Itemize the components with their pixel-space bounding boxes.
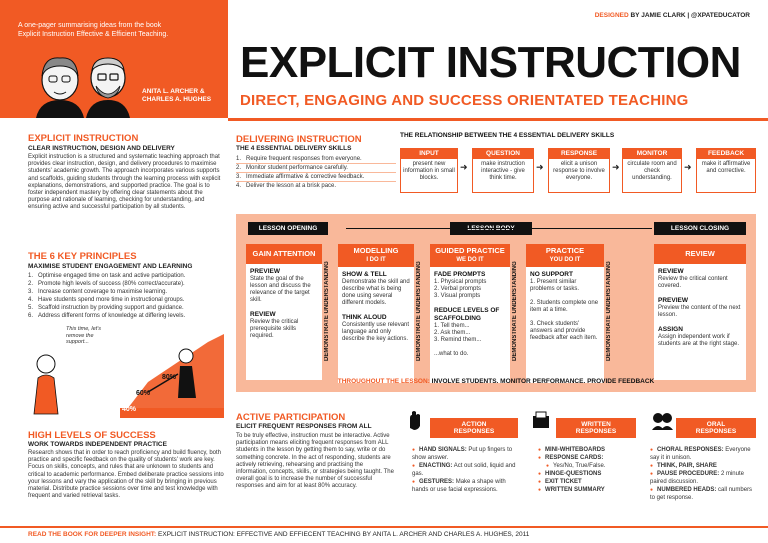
gain-attention-body: PREVIEW State the goal of the lesson and discuss the relevance of the target skill. REVIEW Review the critical prerequisite skills required. (246, 264, 322, 380)
skill-feedback (696, 148, 756, 193)
active-heading: ACTIVE PARTICIPATION (236, 412, 346, 423)
delivering-item: 3. Immediate affirmative & corrective feedback. (236, 173, 396, 182)
skill-response-desc: elicit a unison response to involve everyone. (548, 159, 610, 193)
action-item: ● GESTURES: Make a shape with hands or use facial expressions. (412, 478, 520, 494)
active-subheading: ELICIT FREQUENT RESPONSES FROM ALL (236, 423, 372, 430)
skill-feedback-desc: make it affirmative and corrective. (696, 159, 756, 193)
arrow-right-icon: ➜ (460, 162, 468, 172)
modelling-head: MODELLING I DO IT (338, 244, 414, 267)
explicit-heading: EXPLICIT INSTRUCTION (28, 133, 139, 144)
lesson-opening-label: LESSON OPENING (248, 222, 328, 235)
action-item: ● HAND SIGNALS: Put up fingers to show answer. (412, 446, 520, 462)
percent-80: 80% (162, 374, 177, 381)
skill-monitor-desc: circulate room and check understanding. (622, 159, 682, 193)
arrow-right-icon: ➜ (684, 162, 692, 172)
oral-item: ● NUMBERED HEADS: call numbers to get response. (650, 486, 758, 502)
footer-text (28, 531, 529, 538)
skill-input (400, 148, 458, 193)
principle-item: 6. Address different forms of knowledge at differing levels. (28, 313, 186, 319)
designed-by (595, 12, 750, 19)
delivering-subheading: THE 4 ESSENTIAL DELIVERY SKILLS (236, 145, 352, 152)
skill-monitor (622, 148, 682, 193)
explicit-subheading: CLEAR INSTRUCTION, DESIGN AND DELIVERY (28, 145, 175, 152)
action-item: ● ENACTING: Act out solid, liquid and gas. (412, 462, 520, 478)
practice-head: PRACTICE YOU DO IT (526, 244, 604, 267)
demonstrate-understanding-3: DEMONSTRATE UNDERSTANDING (512, 261, 518, 361)
review-head: REVIEW (654, 244, 746, 264)
oral-head: ORAL RESPONSES (676, 418, 756, 438)
practice-body: NO SUPPORT 1. Present similar problems or tasks. 2. Students complete one item at a time. 3. Check students' answers and provide feedback after each item. (526, 267, 604, 383)
page-title: EXPLICIT INSTRUCTION (240, 38, 741, 87)
relationship-flow (400, 148, 756, 198)
principle-item: 3. Increase content coverage to maximise learning. (28, 289, 168, 295)
skill-response (548, 148, 610, 193)
written-item: ● RESPONSE CARDS: (538, 454, 642, 462)
guided-practice-col (430, 244, 510, 383)
skill-monitor-label: MONITOR (622, 148, 682, 159)
footer-divider (0, 526, 768, 528)
lesson-closing-label: LESSON CLOSING (654, 222, 746, 235)
demonstrate-understanding-4: DEMONSTRATE UNDERSTANDING (606, 261, 612, 361)
lesson-structure (236, 214, 756, 392)
practice-col (526, 244, 604, 383)
oral-list (650, 446, 758, 502)
success-body: Research shows that in order to reach proficiency and build fluency, both practice and specific feedback on the quality of students' work are key. Focus on skills, concepts, and rules that are unknown to students and critical to academic performance. Embed deliberate practice sessions into your lessons and vary the application of the skill by bringing in previous material. Distribute practice sessions over time and test knowledge with frequent and varied retrieval tasks. (28, 450, 224, 500)
principles-list (28, 272, 228, 320)
percent-60: 60% (136, 390, 151, 397)
gain-attention-head: GAIN ATTENTION (246, 244, 322, 264)
written-item: ● Yes/No, True/False. (546, 462, 642, 470)
modelling-col (338, 244, 414, 383)
throughout-text: INVOLVE STUDENTS. MONITOR PERFORMANCE. PROVIDE FEEDBACK (431, 378, 655, 385)
header-banner (0, 0, 228, 118)
percent-40: 40% (122, 406, 137, 413)
skill-response-label: RESPONSE (548, 148, 610, 159)
page-subtitle: DIRECT, ENGAGING AND SUCCESS ORIENTATED TEACHING (240, 92, 689, 109)
oral-icon (650, 410, 674, 430)
delivering-item: 2. Monitor student performance carefully. (236, 164, 396, 173)
guided-practice-head: GUIDED PRACTICE WE DO IT (430, 244, 510, 267)
footer-label: READ THE BOOK FOR DEEPER INSIGHT: (28, 531, 157, 538)
authors-label: ANITA L. ARCHER & CHARLES A. HUGHES (142, 88, 212, 103)
review-body: REVIEW Review the critical content covered. PREVIEW Preview the content of the next lesson. ASSIGN Assign independent work if students are at the right stage. (654, 264, 746, 380)
success-heading: HIGH LEVELS OF SUCCESS (28, 430, 156, 441)
relationship-heading: THE RELATIONSHIP BETWEEN THE 4 ESSENTIAL DELIVERY SKILLS (400, 132, 615, 139)
oral-item: ● THINK, PAIR, SHARE (650, 462, 758, 470)
principle-item: 5. Scaffold instruction by providing support and guidance. (28, 305, 184, 311)
scaffold-drawing-icon (28, 322, 224, 418)
skill-question-label: QUESTION (472, 148, 534, 159)
principle-item: 1. Optimise engaged time on task and active participation. (28, 273, 186, 279)
written-head: WRITTEN RESPONSES (556, 418, 636, 438)
principles-heading: THE 6 KEY PRINCIPLES (28, 251, 137, 262)
arrow-right-icon: ➜ (612, 162, 620, 172)
lesson-body-line (346, 228, 652, 229)
principles-subheading: MAXIMISE STUDENT ENGAGEMENT AND LEARNING (28, 263, 193, 270)
skill-input-label: INPUT (400, 148, 458, 159)
delivering-heading: DELIVERING INSTRUCTION (236, 134, 362, 145)
designed-by-name: BY JAMIE CLARK | @XPATEDUCATOR (630, 12, 750, 19)
written-list (538, 446, 642, 494)
gain-attention-col (246, 244, 322, 380)
written-item: ● WRITTEN SUMMARY (538, 486, 642, 494)
modelling-body: SHOW & TELL Demonstrate the skill and describe what is being done using several different models. THINK ALOUD Consistently use relevant language and only describe the key actions. (338, 267, 414, 383)
delivering-list (236, 155, 396, 190)
skill-feedback-label: FEEDBACK (696, 148, 756, 159)
skill-question (472, 148, 534, 193)
principle-item: 2. Promote high levels of success (80% correct/accurate). (28, 281, 185, 287)
demonstrate-understanding-2: DEMONSTRATE UNDERSTANDING (416, 261, 422, 361)
header-divider (228, 118, 768, 121)
explicit-body: Explicit instruction is a structured and systematic teaching approach that provides clear instruction, design, and delivery procedures to maximise students' academic growth. The approach incorporates various supports and scaffolds, guiding students through the learning process with explicit explanations, demonstrations, and supported practice. The goal is to foster independent mastery by offering clear statements about the purpose and rationale of learning, checking for understanding, and ensuring active and successful participation by all students. (28, 154, 221, 211)
arrow-right-icon: ➜ (536, 162, 544, 172)
written-item: ● EXIT TICKET (538, 478, 642, 486)
skill-question-desc: make instruction interactive - give think time. (472, 159, 534, 193)
intro-text: A one-pager summarising ideas from the book Explicit Instruction Effective & Efficient Teaching. (18, 22, 169, 38)
principle-item: 4. Have students spend more time in instructional groups. (28, 297, 185, 303)
oral-item: ● PAUSE PROCEDURE: 2 minute paired discussion. (650, 470, 758, 486)
demonstrate-understanding-1: DEMONSTRATE UNDERSTANDING (324, 261, 330, 361)
footer-citation: EXPLICIT INSTRUCTION: EFFECTIVE AND EFFIECENT TEACHING BY ANITA L. ARCHER AND CHARLES A. HUGHES, 2011 (158, 531, 530, 538)
written-icon (530, 410, 552, 430)
throughout-label: THROUGHOUT THE LESSON: (337, 378, 430, 385)
authors-portrait-icon (30, 48, 140, 118)
guided-practice-body: FADE PROMPTS 1. Physical prompts 2. Verbal prompts 3. Visual prompts REDUCE LEVELS OF SCAFFOLDING 1. Tell them... 2. Ask them... 3. Remind them... ...what to do. (430, 267, 510, 383)
scaffold-illustration (28, 322, 224, 418)
skill-input-desc: present new information in small blocks. (400, 159, 458, 193)
action-list (412, 446, 520, 494)
footer (0, 526, 768, 543)
written-item: ● HINGE-QUESTIONS (538, 470, 642, 478)
delivering-item: 4. Deliver the lesson at a brisk pace. (236, 183, 337, 189)
designed-by-label: DESIGNED (594, 12, 629, 19)
active-body: To be truly effective, instruction must be interactive. Active participation means eliciting frequent responses from ALL students in the lesson by getting them to say, write or do something concrete. In the act of responding, students are actively retrieving, rehearsing and practising the information, concepts, skills, or strategies being taught. The overall goal is to increase the number of successful responses and aim for at least 80% accuracy. (236, 433, 394, 490)
success-subheading: WORK TOWARDS INDEPENDENT PRACTICE (28, 441, 167, 448)
delivering-item: 1. Require frequent responses from everyone. (236, 155, 396, 164)
oral-item: ● CHORAL RESPONSES: Everyone say it in unison. (650, 446, 758, 462)
written-item: ● MINI-WHITEBOARDS (538, 446, 642, 454)
hand-icon (404, 410, 426, 430)
action-head: ACTION RESPONSES (430, 418, 518, 438)
throughout-lesson (236, 378, 756, 385)
speech-bubble: This time, let's remove the support... (66, 326, 101, 345)
review-col (654, 244, 746, 380)
